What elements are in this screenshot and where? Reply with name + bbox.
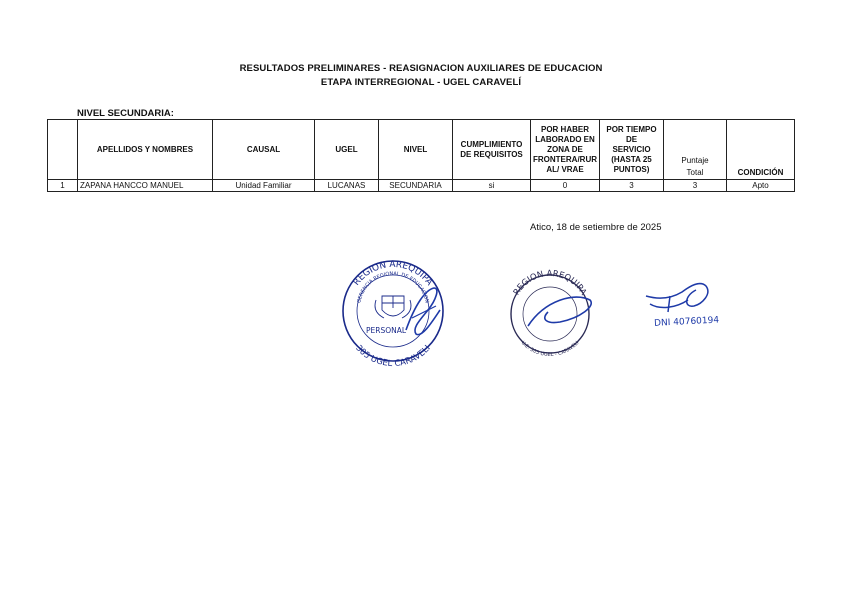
- signature-3: [646, 284, 708, 312]
- stamp-1-inner-text: GERENCIA REGIONAL DE EDUCACION: [356, 270, 430, 304]
- dni-handwriting: DNI 40760194: [653, 315, 720, 329]
- signature-2: [528, 297, 591, 326]
- cell-nivel: SECUNDARIA: [379, 180, 453, 192]
- header-zona-l5: AL/ VRAE: [546, 164, 584, 174]
- header-tiempo-l2: SERVICIO: [612, 144, 651, 154]
- stamp-2-inner-ring: [523, 287, 577, 341]
- stamp-1: [343, 260, 443, 369]
- document-title-line1: RESULTADOS PRELIMINARES - REASIGNACION AUXILIARES DE EDUCACION: [239, 63, 603, 74]
- cell-num: 1: [48, 180, 78, 192]
- header-zona-l2: LABORADO EN: [535, 134, 595, 144]
- header-puntaje-l1: Puntaje: [681, 156, 709, 165]
- stamp-2-top-text: REGION AREQUIPA: [511, 268, 589, 298]
- header-zona-l4: FRONTERA/RUR: [533, 154, 597, 164]
- cell-puntaje: 3: [664, 180, 727, 192]
- cell-nombres: ZAPANA HANCCO MANUEL: [78, 180, 213, 192]
- cell-ugel: LUCANAS: [315, 180, 379, 192]
- cell-causal: Unidad Familiar: [213, 180, 315, 192]
- coat-of-arms-icon: [375, 296, 411, 318]
- cell-cumplimiento: si: [453, 180, 531, 192]
- cell-zona: 0: [531, 180, 600, 192]
- section-label: NIVEL SECUNDARIA:: [77, 108, 174, 119]
- place-date: Atico, 18 de setiembre de 2025: [530, 222, 662, 233]
- header-causal: CAUSAL: [213, 120, 315, 180]
- stamp-2-bottom-text: U.E. 305 UGEL - CARAVELI: [519, 339, 581, 359]
- header-cumplimiento: CUMPLIMIENTO DE REQUISITOS: [453, 120, 531, 180]
- header-condicion: CONDICIÓN: [727, 120, 795, 180]
- cell-tiempo: 3: [600, 180, 664, 192]
- header-tiempo-l1: POR TIEMPO DE: [606, 124, 657, 144]
- stamp-2: [511, 269, 589, 358]
- header-zona-l1: POR HABER: [540, 124, 589, 134]
- header-nombres: APELLIDOS Y NOMBRES: [78, 120, 213, 180]
- header-nivel: NIVEL: [379, 120, 453, 180]
- header-zona-l3: ZONA DE: [547, 144, 583, 154]
- stamp-1-top-text: REGION AREQUIPA: [351, 259, 435, 288]
- header-ugel: UGEL: [315, 120, 379, 180]
- signature-1: [406, 288, 440, 335]
- header-tiempo-l3: (HASTA 25: [611, 154, 652, 164]
- header-puntaje-l2: Total: [686, 168, 704, 177]
- header-tiempo-l4: PUNTOS): [613, 164, 650, 174]
- document-title-line2: ETAPA INTERREGIONAL - UGEL CARAVELÍ: [320, 77, 522, 88]
- stamp-1-bottom-text: 305 UGEL CARAVELI: [353, 343, 433, 370]
- stamp-1-mid-text: PERSONAL: [365, 326, 407, 335]
- cell-condicion: Apto: [727, 180, 795, 192]
